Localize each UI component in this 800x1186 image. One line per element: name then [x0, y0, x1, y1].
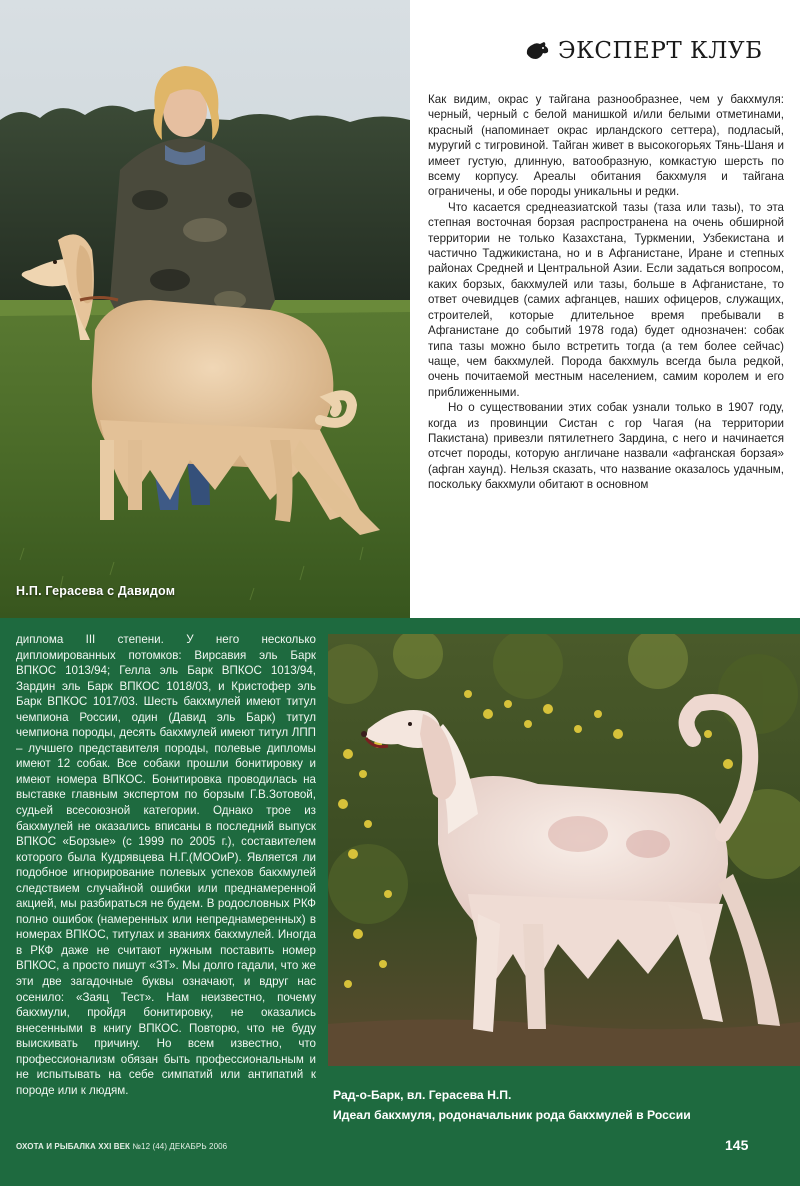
article-text-top — [428, 92, 784, 493]
section-title: ЭКСПЕРТ КЛУБ — [558, 38, 763, 64]
issue-info: №12 (44) ДЕКАБРЬ 2006 — [132, 1142, 228, 1151]
photo-bottom-caption — [333, 1085, 691, 1125]
paragraph: Как видим, окрас у тайгана разнообразнее, чем у бакхмуля: черный, черный с белой манишкой и/или белыми отметинами, красный (напоминает окрас ирландского сеттера), подласый, муругий с тигровиной. Тайган живет в высокогорьях Тянь-Шаня и имеет густую, длинную, ватообразную, комкастую шерсть по всему корпусу. Ареалы обитания бакхмуля и тайгана ограничены, и обе породы уникальны и редки. — [428, 93, 784, 199]
photo-gerasева-with-david — [0, 0, 410, 618]
article-text-bottom — [16, 632, 316, 1098]
paragraph: Но о существовании этих собак узнали только в 1907 году, когда из провинции Систан с гор Чагая (на территории Пакистана) привезли пятилетнего Зардина, с него и начинается отсчет породы, которую англичане назвали «афганская борзая» (афган хаунд). Нельзя сказать, что название оказалось удачным, поскольку бакхмули обитают в основном — [428, 401, 784, 492]
photo-rad-o-bark — [328, 634, 800, 1066]
paragraph: Что касается среднеазиатской тазы (таза или тазы), то эта степная восточная борзая распространена на очень обширной территории не только Казахстана, Туркмении, Узбекистана и частично Таджикистана, но и в Афганистане, Иране и степных районах Средней и Центральной Азии. Если задаться вопросом, каких борзых, бакхмулей или тазы, больше в Афганистане, то ответ очевидцев (самих афганцев, наших офицеров, служащих, строителей, которые длительное время пребывали в Афганистане до событий 1978 года) будет однозначен: собак типа тазы можно было встретить тогда (а тем более сейчас) чаще, чем бакхмулей. Порода бакхмуль всегда была редкой, очень почитаемой местным населением, самим королем и его приближенными. — [428, 200, 784, 399]
paragraph: диплома III степени. У него несколько дипломированных потомков: Вирсавия эль Барк ВПКОС 1013/94; Гелла эль Барк ВПКОС 1013/94, Зардин эль Барк ВПКОС 1018/03, и Кристофер эль Барк ВПКОС 1017/03. Шесть бакхмулей имеют титул чемпиона России, один (Давид эль Барк) титул чемпиона породы, десять бакхмулей имеют титул ЛПП – лучшего представителя породы, полевые дипломы имеют 12 собак. Все собаки прошли бонитировку и имеют номера ВПКОС. Бонитировка проводилась на выставке главным экспертом по борзым Г.В.Зотовой, судьей всесоюзной категории. Однако трое из бакхмулей не оказались вписаны в последний выпуск ВПКОС «Борзые» (с 1999 по 2005 г.), составителем которого была Кудрявцева Н.Г.(МООиР). Является ли подобное игнорирование полевых успехов бакхмулей следствием случайной ошибки или преднамеренной акцией, мы разбираться не будем. В родословных РКФ полно ошибок (намеренных или непреднамеренных) в номерах ВПКОС, титулах и званиях бакхмулей. Иногда в РКФ даже не считают нужным поставить номер ВПКОС, а просто пишут «ЗТ». Мы долго гадали, что же эти две загадочные буквы означают, и вдруг нас осенило: «Заяц Тест». Нам неизвестно, почему бакхмули, пройдя бонитировку, не оказались внесенными в книгу ВПКОС. Повторю, что не буду выискивать причину. Но всем известно, что профессионализм обязан быть профессиональным и не испытывать на себе симпатий или антипатий к породе или к людям. — [16, 633, 316, 1097]
footer-magazine-info — [16, 1142, 227, 1151]
page-number: 145 — [725, 1137, 749, 1153]
dog-head-icon — [524, 40, 550, 62]
caption-line-2: Идеал бакхмуля, родоначальник рода бакхмулей в России — [333, 1108, 691, 1122]
section-header — [524, 38, 763, 64]
magazine-name: ОХОТА И РЫБАЛКА XXI ВЕК — [16, 1142, 131, 1151]
photo-top-caption: Н.П. Герасева с Давидом — [16, 584, 176, 598]
caption-line-1: Рад-о-Барк, вл. Герасева Н.П. — [333, 1088, 512, 1102]
